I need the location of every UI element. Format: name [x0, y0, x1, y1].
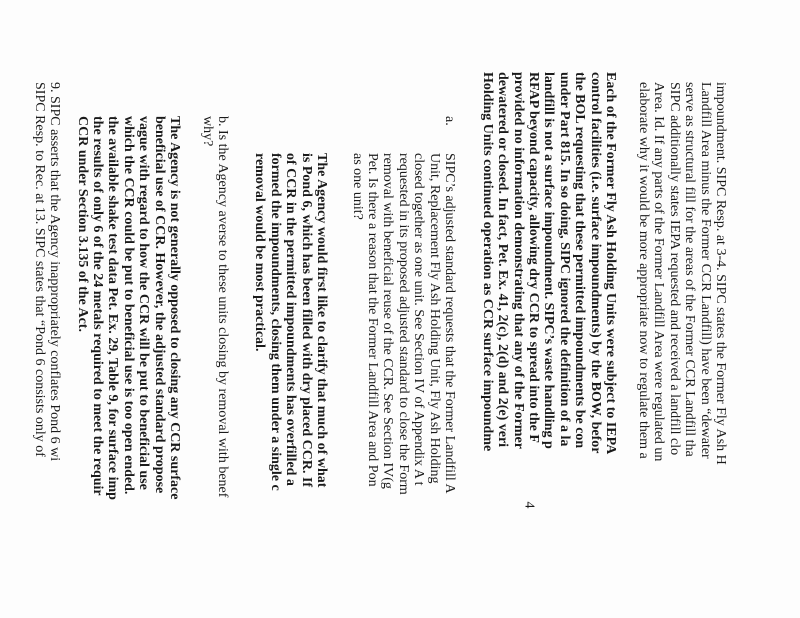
text-line: RFAP beyond capacity, allowing dry CCR to spread into the F — [526, 72, 542, 443]
text-line: Unit, Replacement Fly Ash Holding Unit, Fly Ash Holding — [426, 153, 442, 484]
text-line: the results of only 6 of the 24 metals required to meet the requir — [90, 116, 106, 496]
paragraph-sipc-response — [636, 82, 728, 465]
item-a-label: a. — [442, 116, 457, 126]
text-line: landfill is not a surface impoundment. SIPC’s waste handling p — [541, 72, 557, 449]
question-item-a — [349, 153, 457, 495]
text-line: The Agency is not generally opposed to closing any CCR surface — [167, 116, 182, 500]
text-line: vague with regard to how the CCR will be put to beneficial use — [136, 116, 152, 490]
paragraph-item-9 — [31, 82, 62, 461]
text-line: dewatered or closed. In fact, Pet. Ex. 41, 2(c), 2(d) and 2(e) veri — [495, 72, 511, 448]
text-line: impoundment. SIPC Resp. at 3-4. SIPC states the Former Fly Ash H — [713, 82, 728, 465]
page-number: 4 — [521, 501, 537, 509]
text-line: as one unit? — [349, 153, 365, 220]
question-item-b — [199, 116, 230, 497]
text-line: SIPC’s adjusted standard requests that the Former Landfill A — [442, 153, 457, 494]
text-line: the available shake test data Pet. Ex. 29, Table 9, for surface imp — [105, 116, 121, 500]
text-line: Pet. Is there a reason that the Former Landfill Area and Pon — [365, 153, 381, 487]
answer-item-b — [74, 116, 182, 500]
text-line: removal would be most practical. — [252, 153, 268, 352]
text-line: Area. Id. If any parts of the Former Landfill Area were regulated un — [651, 82, 667, 462]
text-line: serve as structural fill for the areas of the Former CCR Landfill tha — [682, 82, 698, 457]
text-line: SIPC Resp. to Rec. at 13. SIPC states that “Pond 6 consists only of — [31, 82, 47, 457]
text-line: the BOL requesting that these permitted impoundments be con — [572, 72, 588, 449]
text-line: elaborate why it would be more appropriate now to regulate them a — [636, 82, 652, 459]
text-line: SIPC additionally states IEPA requested and received a landfill clo — [666, 82, 682, 456]
text-line: Each of the Former Fly Ash Holding Units were subject to IEPA — [603, 72, 618, 455]
text-line: b. Is the Agency averse to these units closing by removal with benef — [215, 116, 230, 498]
answer-item-a — [252, 153, 329, 491]
text-line: requested in its proposed adjusted standard to close the Form — [395, 153, 411, 495]
text-line: 9. SIPC asserts that the Agency inappropriately conflates Pond 6 wi — [47, 82, 62, 462]
text-line: closed together as one unit. See Section IV of Appendix A t — [411, 153, 427, 486]
text-line: The Agency would first like to clarify that much of what — [314, 153, 329, 488]
text-line: why? — [199, 116, 215, 147]
text-line: CCR under Section 3.135 of the Act. — [74, 116, 90, 332]
text-line: control facilities (i.e. surface impoundments) by the BOW, befor — [587, 72, 603, 454]
paragraph-agency-former-fly-ash — [479, 72, 618, 454]
text-line: formed the impoundments, closing them under a single c — [267, 153, 283, 491]
text-line: of CCR in the permitted impoundments has overfilled a — [283, 153, 299, 486]
text-line: beneficial use of CCR. However, the adjusted standard propose — [151, 116, 167, 494]
text-line: under Part 815. In so doing, SIPC ignored the definition of a la — [556, 72, 572, 447]
text-line: provided no information demonstrating that any of the Former — [510, 72, 526, 449]
text-line: removal with beneficial reuse of the CCR. See Section IV(g — [380, 153, 396, 489]
text-line: which the CCR could be put to beneficial use is too open ended. — [120, 116, 136, 495]
text-line: is Pond 6, which has been filled with dry placed CCR. If — [298, 153, 314, 488]
text-line: Landfill Area minus the Former CCR Landfill) have been “dewater — [697, 82, 713, 459]
text-line: Holding Units continued operation as CCR surface impoundme — [479, 72, 495, 452]
